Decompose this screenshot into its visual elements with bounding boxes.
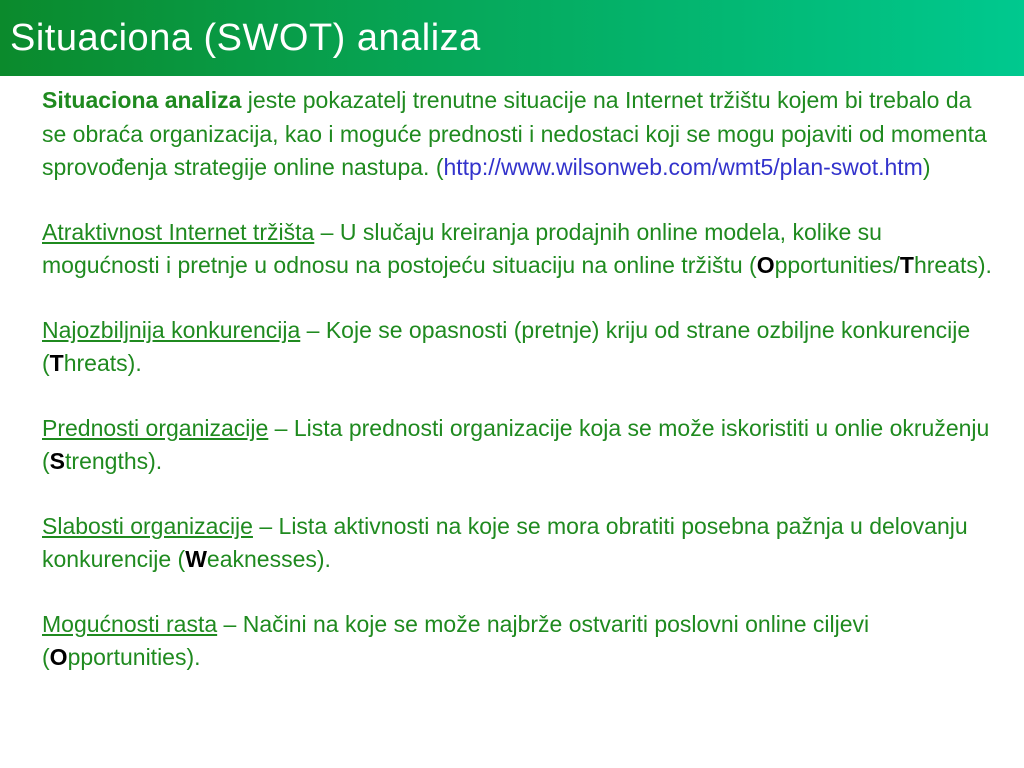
swot-item-weaknesses [42,510,992,577]
swot-item-competition [42,314,992,381]
item-initial: O [49,644,68,670]
item-text: – Lista prednosti organizacije koja se može iskoristiti u onlie okruženju ( [42,414,990,474]
item-text: – Lista aktivnosti na koje se mora obratiti posebna pažnja u delovanju konkurencije ( [42,512,968,572]
intro-text: jeste pokazatelj trenutne situacije na Internet tržištu kojem bi trebalo da se obraća organizacija, kao i moguće prednosti i nedostaci koji se mogu pojaviti od momenta sprovođenja strategije online nastupa. ( [42,87,987,180]
item-text: – U slučaju kreiranja prodajnih online modela, kolike su mogućnosti i pretnje u odnosu na postojeću situaciju na online tržištu ( [42,218,882,278]
intro-term: Situaciona analiza [42,87,242,113]
swot-item-attractiveness [42,216,992,283]
swot-item-opportunities [42,608,992,675]
item-term: Prednosti organizacije [42,414,269,441]
item-initial: S [49,448,66,474]
intro-close-paren: ) [922,154,931,180]
item-term: Najozbiljnija konkurencija [42,316,301,343]
item-term: Mogućnosti rasta [42,610,218,637]
title-bar [0,0,1024,76]
item-rest: pportunities). [67,644,201,670]
item-rest: hreats). [913,252,992,278]
item-term: Atraktivnost Internet tržišta [42,218,315,245]
item-rest: pportunities/ [774,252,900,278]
item-term: Slabosti organizacije [42,512,253,539]
item-initial: W [185,546,207,572]
intro-paragraph [42,84,992,185]
swot-item-strengths [42,412,992,479]
item-rest: hreats). [63,350,142,376]
item-rest: trengths). [65,448,163,474]
source-link[interactable]: http://www.wilsonweb.com/wmt5/plan-swot.htm [443,154,923,180]
slide-content [42,84,992,706]
item-initial: O [756,252,775,278]
page-title: Situaciona (SWOT) analiza [10,17,481,59]
item-text: – Načini na koje se može najbrže ostvariti poslovni online ciljevi ( [42,610,870,670]
item-initial: T [899,252,914,278]
item-rest: eaknesses). [206,546,331,572]
item-initial: T [49,350,64,376]
item-text: – Koje se opasnosti (pretnje) kriju od strane ozbiljne konkurencije ( [42,316,971,376]
